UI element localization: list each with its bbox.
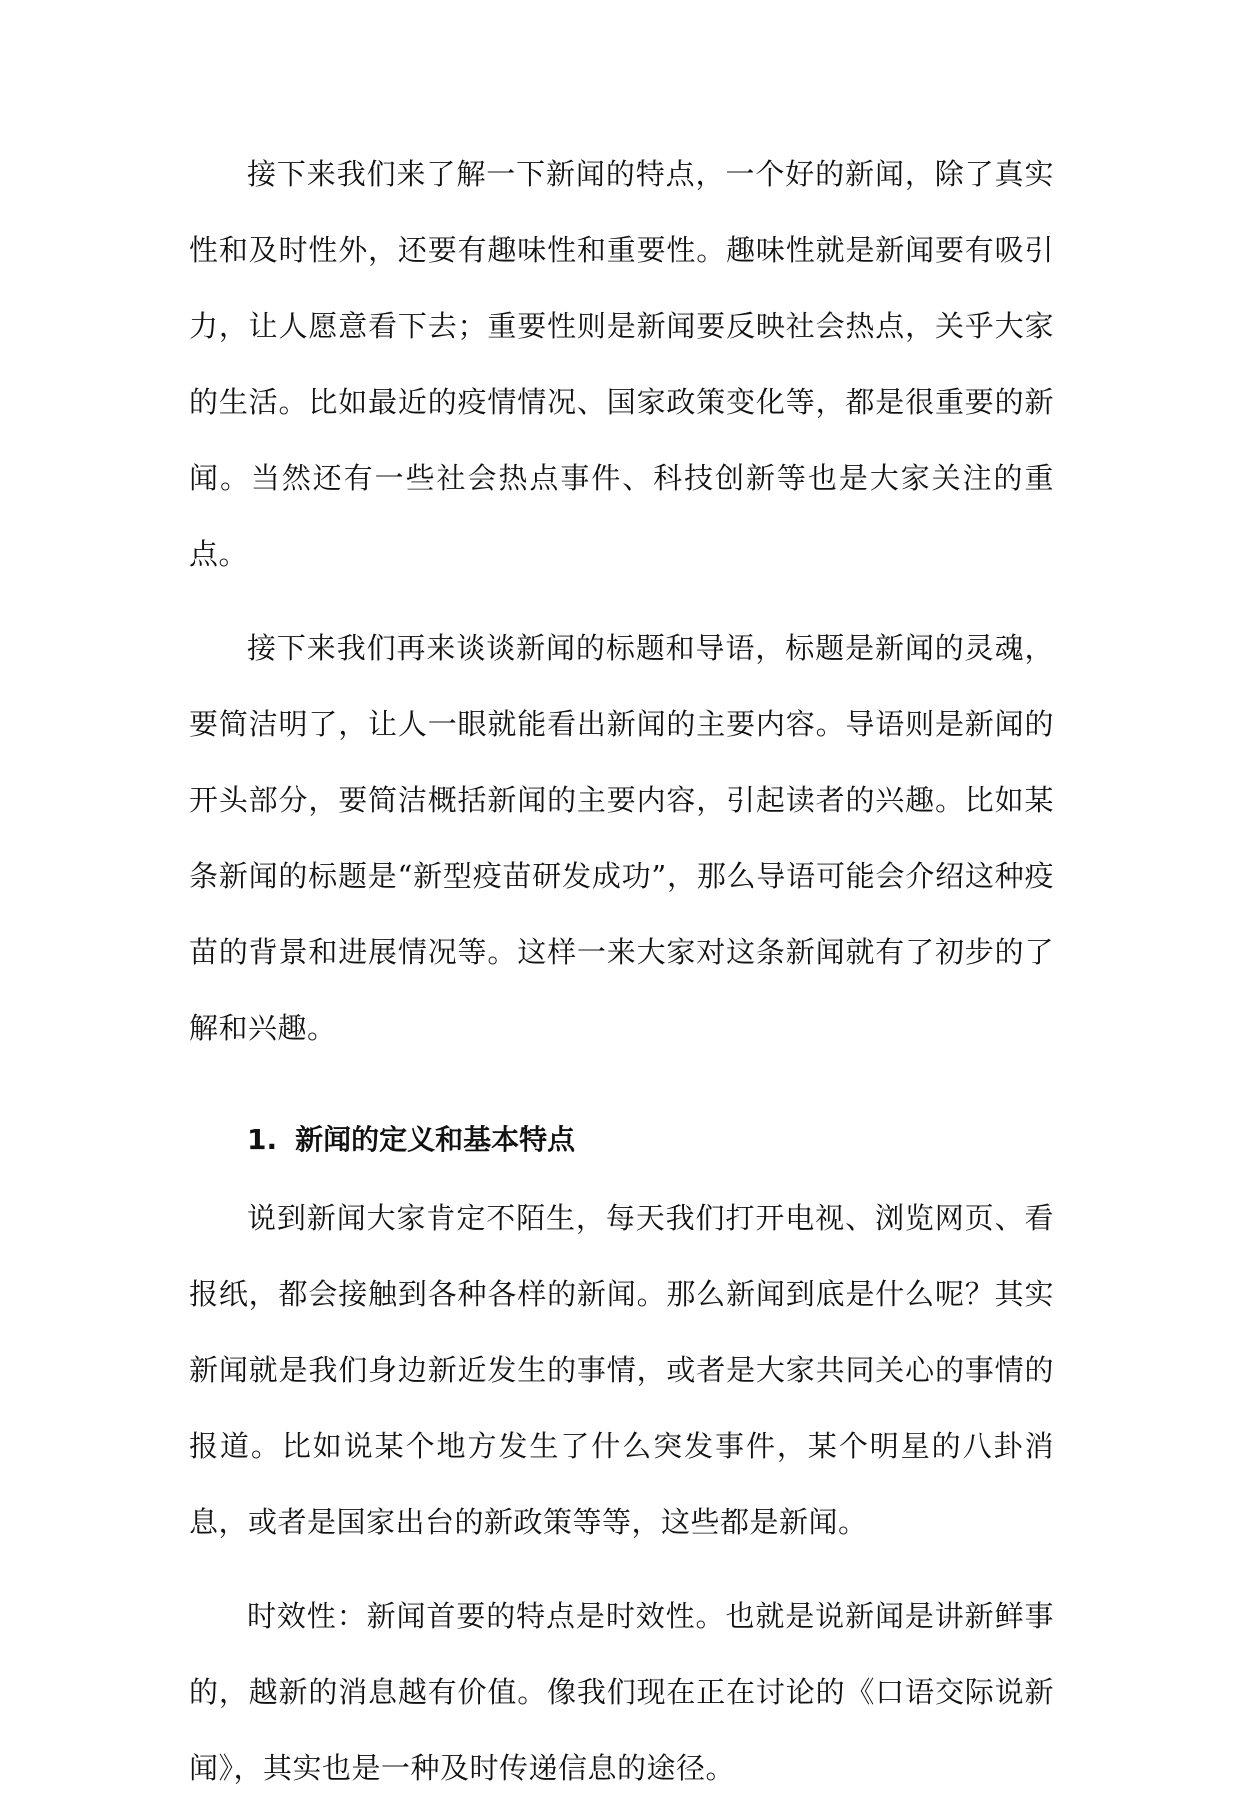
paragraph-headline-and-lead: 接下来我们再来谈谈新闻的标题和导语，标题是新闻的灵魂，要简洁明了，让人一眼就能看出新闻的主要内容。导语则是新闻的开头部分，要简洁概括新闻的主要内容，引起读者的兴趣。比如某条新闻的标题是“新型疫苗研发成功”，那么导语可能会介绍这种疫苗的背景和进展情况等。这样一来大家对这条新闻就有了初步的了解和兴趣。: [189, 631, 1054, 1045]
section-number: 1.: [247, 1123, 278, 1156]
section-title: 新闻的定义和基本特点: [295, 1123, 576, 1156]
document-body: [189, 136, 1054, 1806]
section-heading: [189, 1118, 1054, 1162]
paragraph-timeliness: 时效性：新闻首要的特点是时效性。也就是说新闻是讲新鲜事的，越新的消息越有价值。像我们现在正在讨论的《口语交际说新闻》，其实也是一种及时传递信息的途径。: [189, 1599, 1054, 1785]
paragraph-news-characteristics: 接下来我们来了解一下新闻的特点，一个好的新闻，除了真实性和及时性外，还要有趣味性和重要性。趣味性就是新闻要有吸引力，让人愿意看下去；重要性则是新闻要反映社会热点，关乎大家的生活。比如最近的疫情情况、国家政策变化等，都是很重要的新闻。当然还有一些社会热点事件、科技创新等也是大家关注的重点。: [189, 157, 1054, 571]
paragraph-news-definition: 说到新闻大家肯定不陌生，每天我们打开电视、浏览网页、看报纸，都会接触到各种各样的新闻。那么新闻到底是什么呢？其实新闻就是我们身边新近发生的事情，或者是大家共同关心的事情的报道。比如说某个地方发生了什么突发事件，某个明星的八卦消息，或者是国家出台的新政策等等，这些都是新闻。: [189, 1201, 1054, 1539]
